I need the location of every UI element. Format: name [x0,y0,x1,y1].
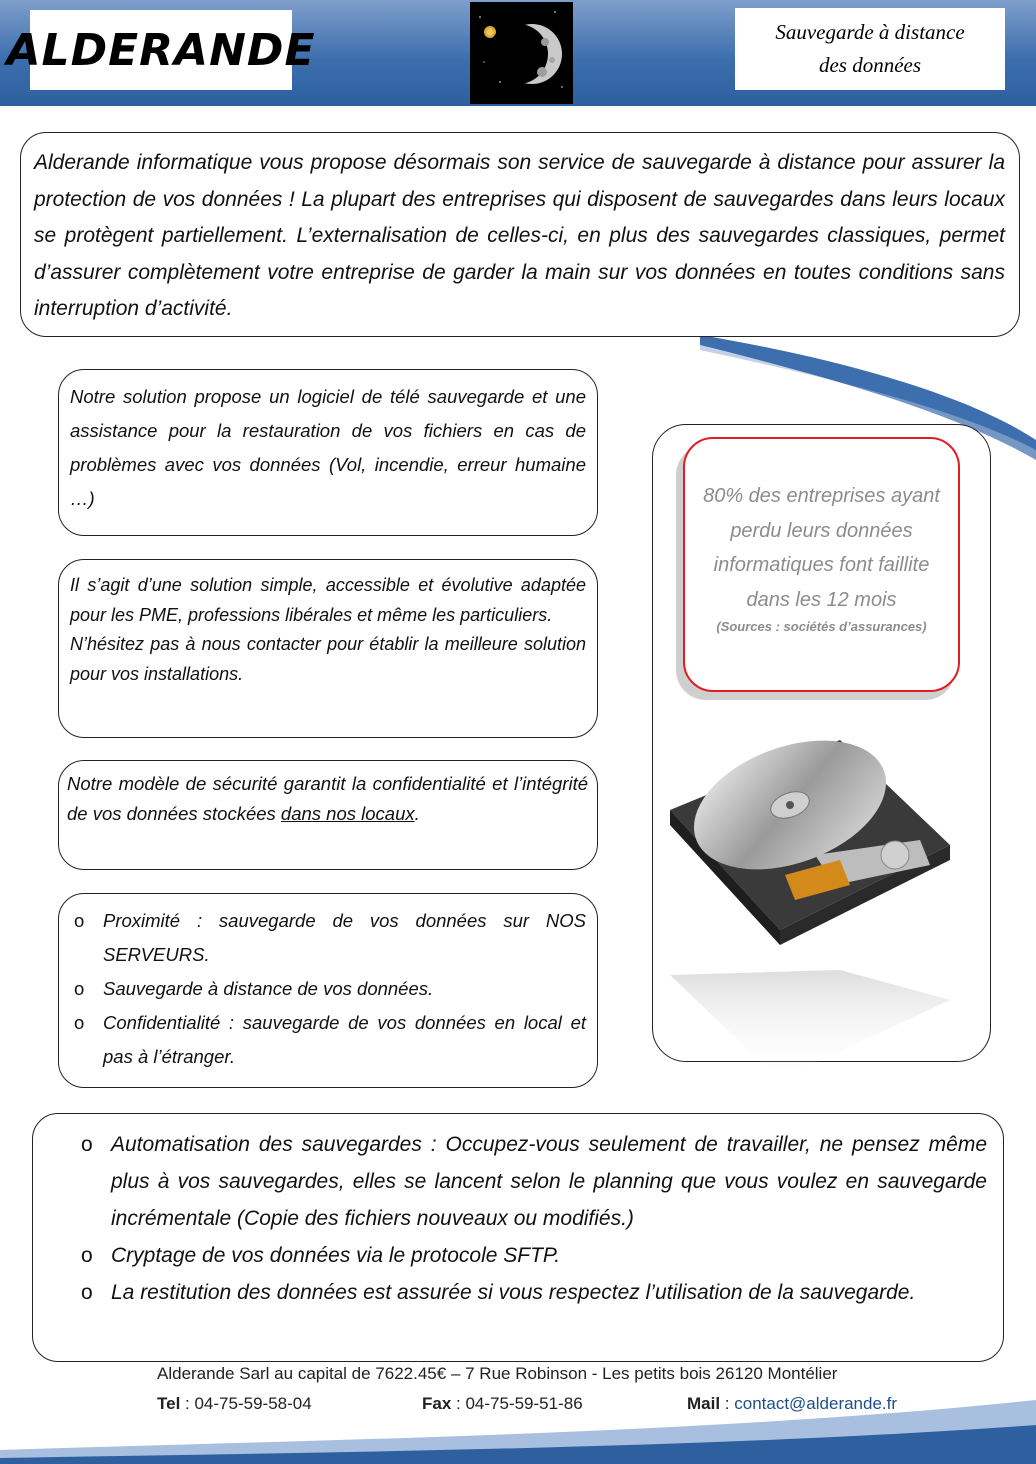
logo-text: ALDERANDE [6,24,316,76]
bullet-icon: o [74,1012,85,1033]
security-text-end: . [414,803,420,824]
list-item [72,1006,586,1074]
contact-invite-text: N’hésitez pas à nous contacter pour établir la meilleure solution pour vos installations. [70,634,586,684]
feature-text: Proximité : sauvegarde de vos données sur NOS SERVEURS. [103,910,586,965]
security-text [67,769,588,829]
list-item [81,1237,987,1274]
list-item [81,1126,987,1237]
email-contact [687,1394,897,1414]
advantage-text: Cryptage de vos données via le protocole SFTP. [111,1244,561,1267]
feature-text: Sauvegarde à distance de vos données. [103,978,434,999]
features-box [58,893,598,1088]
security-text-start: Notre modèle de sécurité garantit la confidentialité et l’intégrité de vos données stockées [67,773,588,824]
document-title: Sauvegarde à distance des données [775,20,965,77]
statistic-callout [683,437,960,692]
email-link[interactable]: contact@alderande.fr [734,1394,898,1413]
bullet-icon: o [74,910,85,931]
list-item [72,904,586,972]
bullet-icon: o [81,1244,93,1267]
phone-value: : 04-75-59-58-04 [180,1394,312,1413]
advantages-list [81,1126,987,1311]
feature-text: Confidentialité : sauvegarde de vos données en local et pas à l’étranger. [103,1012,586,1067]
email-separator: : [720,1394,735,1413]
fax-value: : 04-75-59-51-86 [451,1394,583,1413]
phone-contact [157,1394,312,1414]
advantage-text: Automatisation des sauvegardes : Occupez-vous seulement de travailler, ne pensez même plus à vos sauvegardes, elles se lancent selon le planning que vous voulez en sauvegarde incrémentale (Copie des fichiers nouveaux ou modifiés.) [111,1133,987,1230]
bullet-icon: o [81,1281,93,1304]
features-list [72,904,586,1074]
document-title-box [735,8,1005,90]
moon-image [470,2,573,104]
solution-box [58,369,598,536]
bullet-icon: o [81,1133,93,1156]
target-audience-text: Il s’agit d’une solution simple, accessible et évolutive adaptée pour les PME, professions libérales et même les particuliers. [70,575,586,625]
intro-text: Alderande informatique vous propose désormais son service de sauvegarde à distance pour assurer la protection de vos données ! La plupart des entreprises qui disposent de sauvegardes dans leurs locaux se protègent partiellement. L’externalisation de celles-ci, en plus des sauvegardes classiques, permet d’assurer complètement votre entreprise de garder la main sur vos données en toutes conditions sans interruption d’activité. [34,151,1005,320]
statistic-text: 80% des entreprises ayant perdu leurs données informatiques font faillite dans les 12 mois [703,485,940,611]
logo [6,10,316,90]
email-label: Mail [687,1394,721,1413]
bullet-icon: o [74,978,85,999]
list-item [72,972,586,1006]
intro-box [20,132,1020,337]
statistic-source: (Sources : sociétés d’assurances) [716,619,927,634]
security-box [58,760,598,870]
fax-label: Fax [422,1394,452,1413]
hard-drive-image [665,735,955,1085]
security-underlined-text: dans nos locaux [280,803,415,824]
solution-text: Notre solution propose un logiciel de télé sauvegarde et une assistance pour la restauration de vos fichiers en cas de problèmes avec vos données (Vol, incendie, erreur humaine …) [70,386,586,509]
advantage-text: La restitution des données est assurée si vous respectez l’utilisation de la sauvegarde. [111,1281,916,1304]
fax-contact [422,1394,583,1414]
phone-label: Tel [157,1394,181,1413]
company-address: Alderande Sarl au capital de 7622.45€ – 7 Rue Robinson - Les petits bois 26120 Montélier [157,1364,838,1383]
target-audience-box [58,559,598,738]
